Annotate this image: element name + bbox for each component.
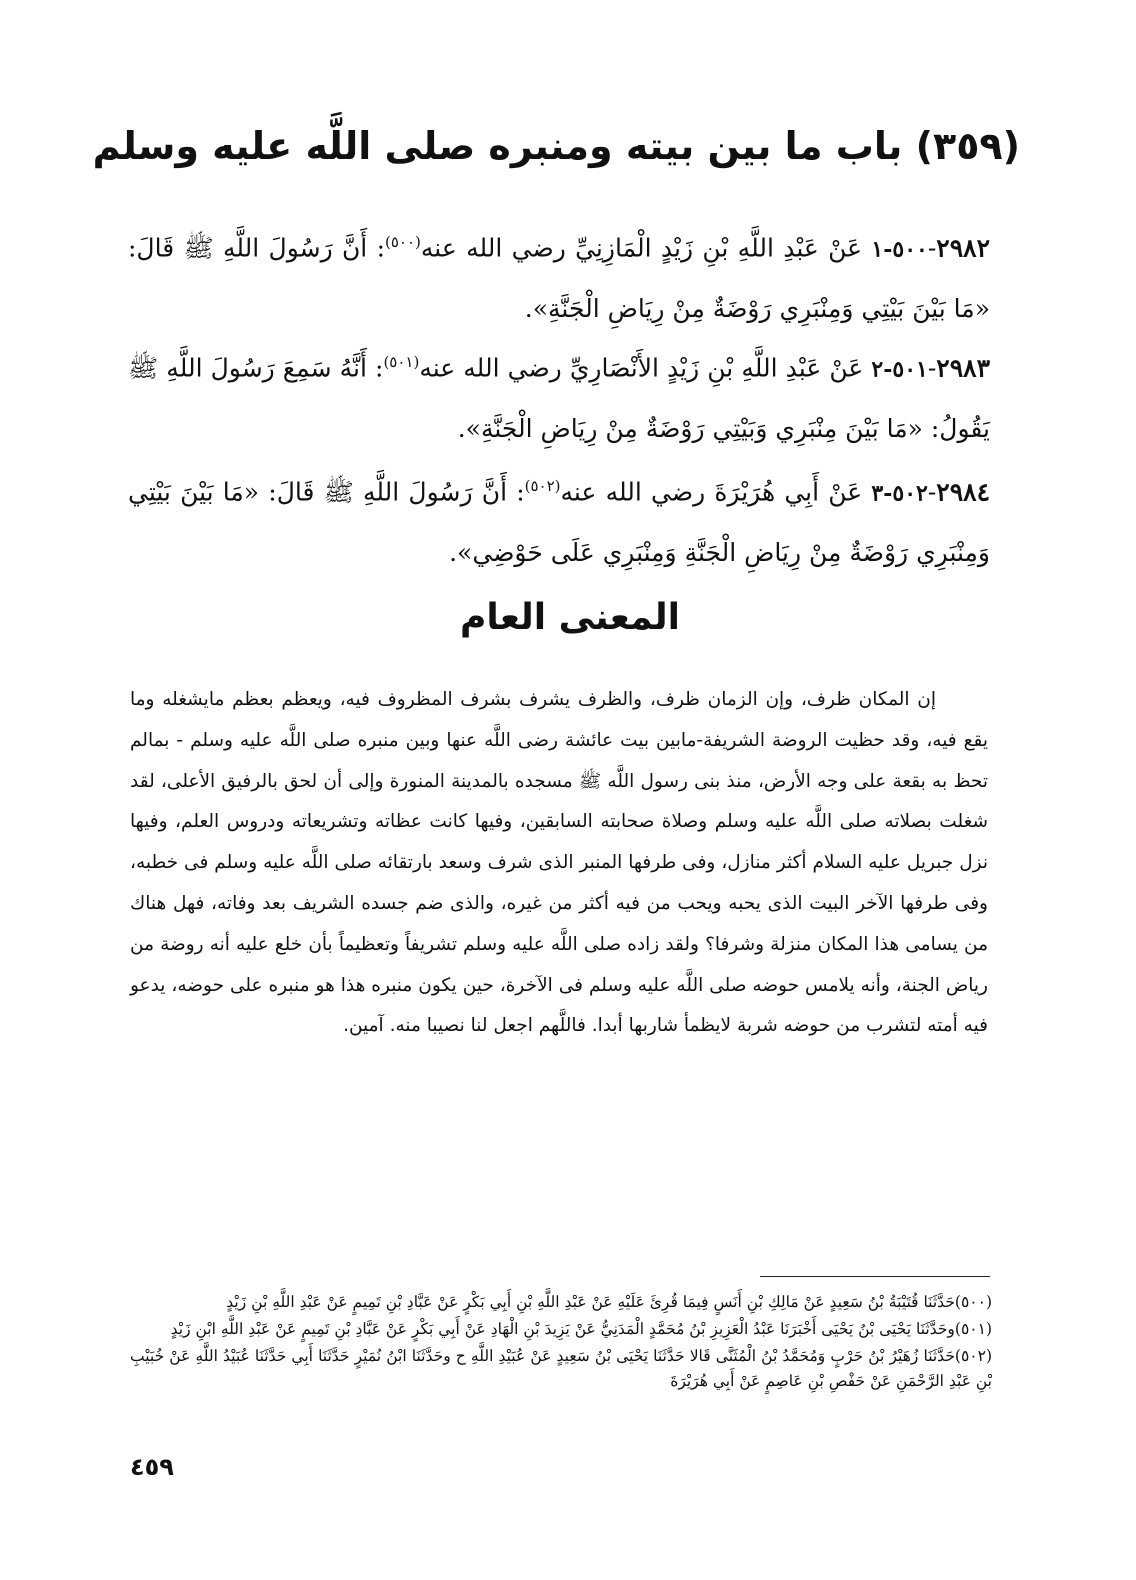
footnote: (٥٠٢)حَدَّثَنَا زُهَيْرُ بْنُ حَرْبٍ وَمُحَمَّدُ بْنُ الْمُثَنَّى قَالا حَدَّثَنَا يَحْيَى بْنُ سَعِيدٍ عَنْ عُبَيْدِ اللَّهِ ح وحَدَّثَنَا ابْنُ نُمَيْرٍ حَدَّثَنَا أَبِي حَدَّثَنَا عُبَيْدُ اللَّهِ عَنْ خُبَيْبِ بْنِ عَبْدِ الرَّحْمَنِ عَنْ حَفْصِ بْنِ عَاصِمٍ عَنْ أَبِي هُرَيْرَةَ bbox=[130, 1347, 992, 1390]
footnote-ref: (٥٠٠) bbox=[385, 233, 421, 251]
hadith-text-cont: : أَنَّ رَسُولَ اللَّهِ ﷺ قَالَ: «مَا بَيْنَ بَيْتِي وَمِنْبَرِي رَوْضَةٌ مِنْ رِيَاضِ الْجَنَّةِ». bbox=[128, 233, 990, 324]
hadith-entry: ٢٩٨٢-٥٠٠-١ عَنْ عَبْدِ اللَّهِ بْنِ زَيْدٍ الْمَازِنِيِّ رضي الله عنه$^{(٥٠٠)}$: أَنَّ رَسُولَ اللَّهِ ﷺ قَالَ: «مَا بَيْنَ بَيْتِي وَمِنْبَرِي رَوْضَةٌ مِنْ رِيَاضِ الْجَنَّةِ». bbox=[128, 233, 990, 324]
hadith-sub-number: ٥٠٠-١ bbox=[871, 236, 928, 263]
footnote: (٥٠١)وحَدَّثَنَا يَحْيَى بْنُ يَحْيَى أَخْبَرَنَا عَبْدُ الْعَزِيزِ بْنُ مُحَمَّدٍ الْمَدَنِيُّ عَنْ يَزِيدَ بْنِ الْهَادِ عَنْ أَبِي بَكْرٍ عَنْ عَبَّادِ بْنِ تَمِيمٍ عَنْ عَبْدِ اللَّهِ ابْنِ زَيْدٍ bbox=[170, 1320, 992, 1338]
footnote-ref: (٥٠١) bbox=[383, 353, 420, 371]
hadith-text: عَنْ عَبْدِ اللَّهِ بْنِ زَيْدٍ الْمَازِنِيِّ رضي الله عنه bbox=[420, 233, 863, 263]
hadith-number: ٢٩٨٣ bbox=[936, 353, 990, 383]
page-number: ٤٥٩ bbox=[130, 1453, 174, 1481]
hadith-text-cont: : أَنَّ رَسُولَ اللَّهِ ﷺ قَالَ: «مَا بَيْنَ بَيْتِي وَمِنْبَرِي رَوْضَةٌ مِنْ رِيَاضِ الْجَنَّةِ وَمِنْبَرِي عَلَى حَوْضِي». bbox=[128, 477, 990, 568]
hadith-entry: ٢٩٨٣-٥٠١-٢ عَنْ عَبْدِ اللَّهِ بْنِ زَيْدٍ الأَنْصَارِيِّ رضي الله عنه$^{(٥٠١)}$: أَنَّهُ سَمِعَ رَسُولَ اللَّهِ ﷺ يَقُولُ: «مَا بَيْنَ مِنْبَرِي وَبَيْتِي رَوْضَةٌ مِنْ رِيَاضِ الْجَنَّةِ». bbox=[128, 353, 990, 444]
hadith-number: ٢٩٨٤ bbox=[936, 477, 991, 507]
hadith-text: عَنْ عَبْدِ اللَّهِ بْنِ زَيْدٍ الأَنْصَارِيِّ رضي الله عنه bbox=[419, 353, 864, 383]
hadith-text-cont: : أَنَّهُ سَمِعَ رَسُولَ اللَّهِ ﷺ يَقُولُ: «مَا بَيْنَ مِنْبَرِي وَبَيْتِي رَوْضَةٌ مِنْ رِيَاضِ الْجَنَّةِ». bbox=[128, 353, 990, 444]
hadith-entry: ٢٩٨٤-٥٠٢-٣ عَنْ أَبِي هُرَيْرَةَ رضي الله عنه$^{(٥٠٢)}$: أَنَّ رَسُولَ اللَّهِ ﷺ قَالَ: «مَا بَيْنَ بَيْتِي وَمِنْبَرِي رَوْضَةٌ مِنْ رِيَاضِ الْجَنَّةِ وَمِنْبَرِي عَلَى حَوْضِي». bbox=[128, 477, 991, 568]
footnotes bbox=[130, 1290, 992, 1396]
hadith-sub-number: ٥٠٢-٣ bbox=[871, 480, 928, 507]
section-title: المعنى العام bbox=[459, 597, 681, 638]
hadith-text: عَنْ أَبِي هُرَيْرَةَ رضي الله عنه bbox=[560, 477, 863, 507]
footnote-ref: (٥٠٢) bbox=[524, 477, 561, 495]
general-meaning-paragraph: إن المكان ظرف، وإن الزمان ظرف، والظرف يشرف بشرف المظروف فيه، ويعظم بعظم مايشغله وما يقع فيه، وقد حظيت الروضة الشريفة-مابين بيت عائشة رضى اللَّه عنها وبين منبره صلى اللَّه عليه وسلم - بمالم تحظ به بقعة على وجه الأرض، منذ بنى رسول اللَّه ﷺ مسجده بالمدينة المنورة وإلى أن لحق بالرفيق الأعلى، لقد شغلت بصلاته صلى اللَّه عليه وسلم وصلاة صحابته السابقين، وفيها كانت عظاته وتشريعاته ودروس العلم، وفيها نزل جبريل عليه السلام أكثر منازل، وفى طرفها المنبر الذى شرف وسعد بارتقائه صلى اللَّه عليه وسلم فى خطبه، وفى طرفها الآخر البيت الذى يحبه ويحب من فيه أكثر من غيره، والذى ضم جسده الشريف بعد وفاته، فهل هناك من يسامى هذا المكان منزلة وشرفا؟ ولقد زاده صلى اللَّه عليه وسلم تشريفاً وتعظيماً بأن خلع عليه أنه روضة من رياض الجنة، وأنه يلامس حوضه صلى اللَّه عليه وسلم فى الآخرة، حين يكون منبره هذا هو منبره على حوضه، يدعو فيه أمته لتشرب من حوضه شربة لايظمأ شاربها أبدا. فاللَّهم اجعل لنا نصيبا منه. آمين. bbox=[130, 689, 988, 1037]
footnote-divider bbox=[760, 1276, 990, 1277]
chapter-title: (٣٥٩) باب ما بين بيته ومنبره صلى اللَّه عليه وسلم bbox=[92, 124, 1020, 168]
hadith-sub-number: ٥٠١-٢ bbox=[871, 356, 928, 383]
footnote: (٥٠٠)حَدَّثَنَا قُتَيْبَةُ بْنُ سَعِيدٍ عَنْ مَالِكِ بْنِ أَنَسٍ فِيمَا قُرِئَ عَلَيْهِ عَنْ عَبْدِ اللَّهِ بْنِ أَبِي بَكْرٍ عَنْ عَبَّادِ بْنِ تَمِيمٍ عَنْ عَبْدِ اللَّهِ بْنِ زَيْدٍ bbox=[226, 1293, 992, 1311]
hadith-number: ٢٩٨٢ bbox=[936, 233, 990, 263]
